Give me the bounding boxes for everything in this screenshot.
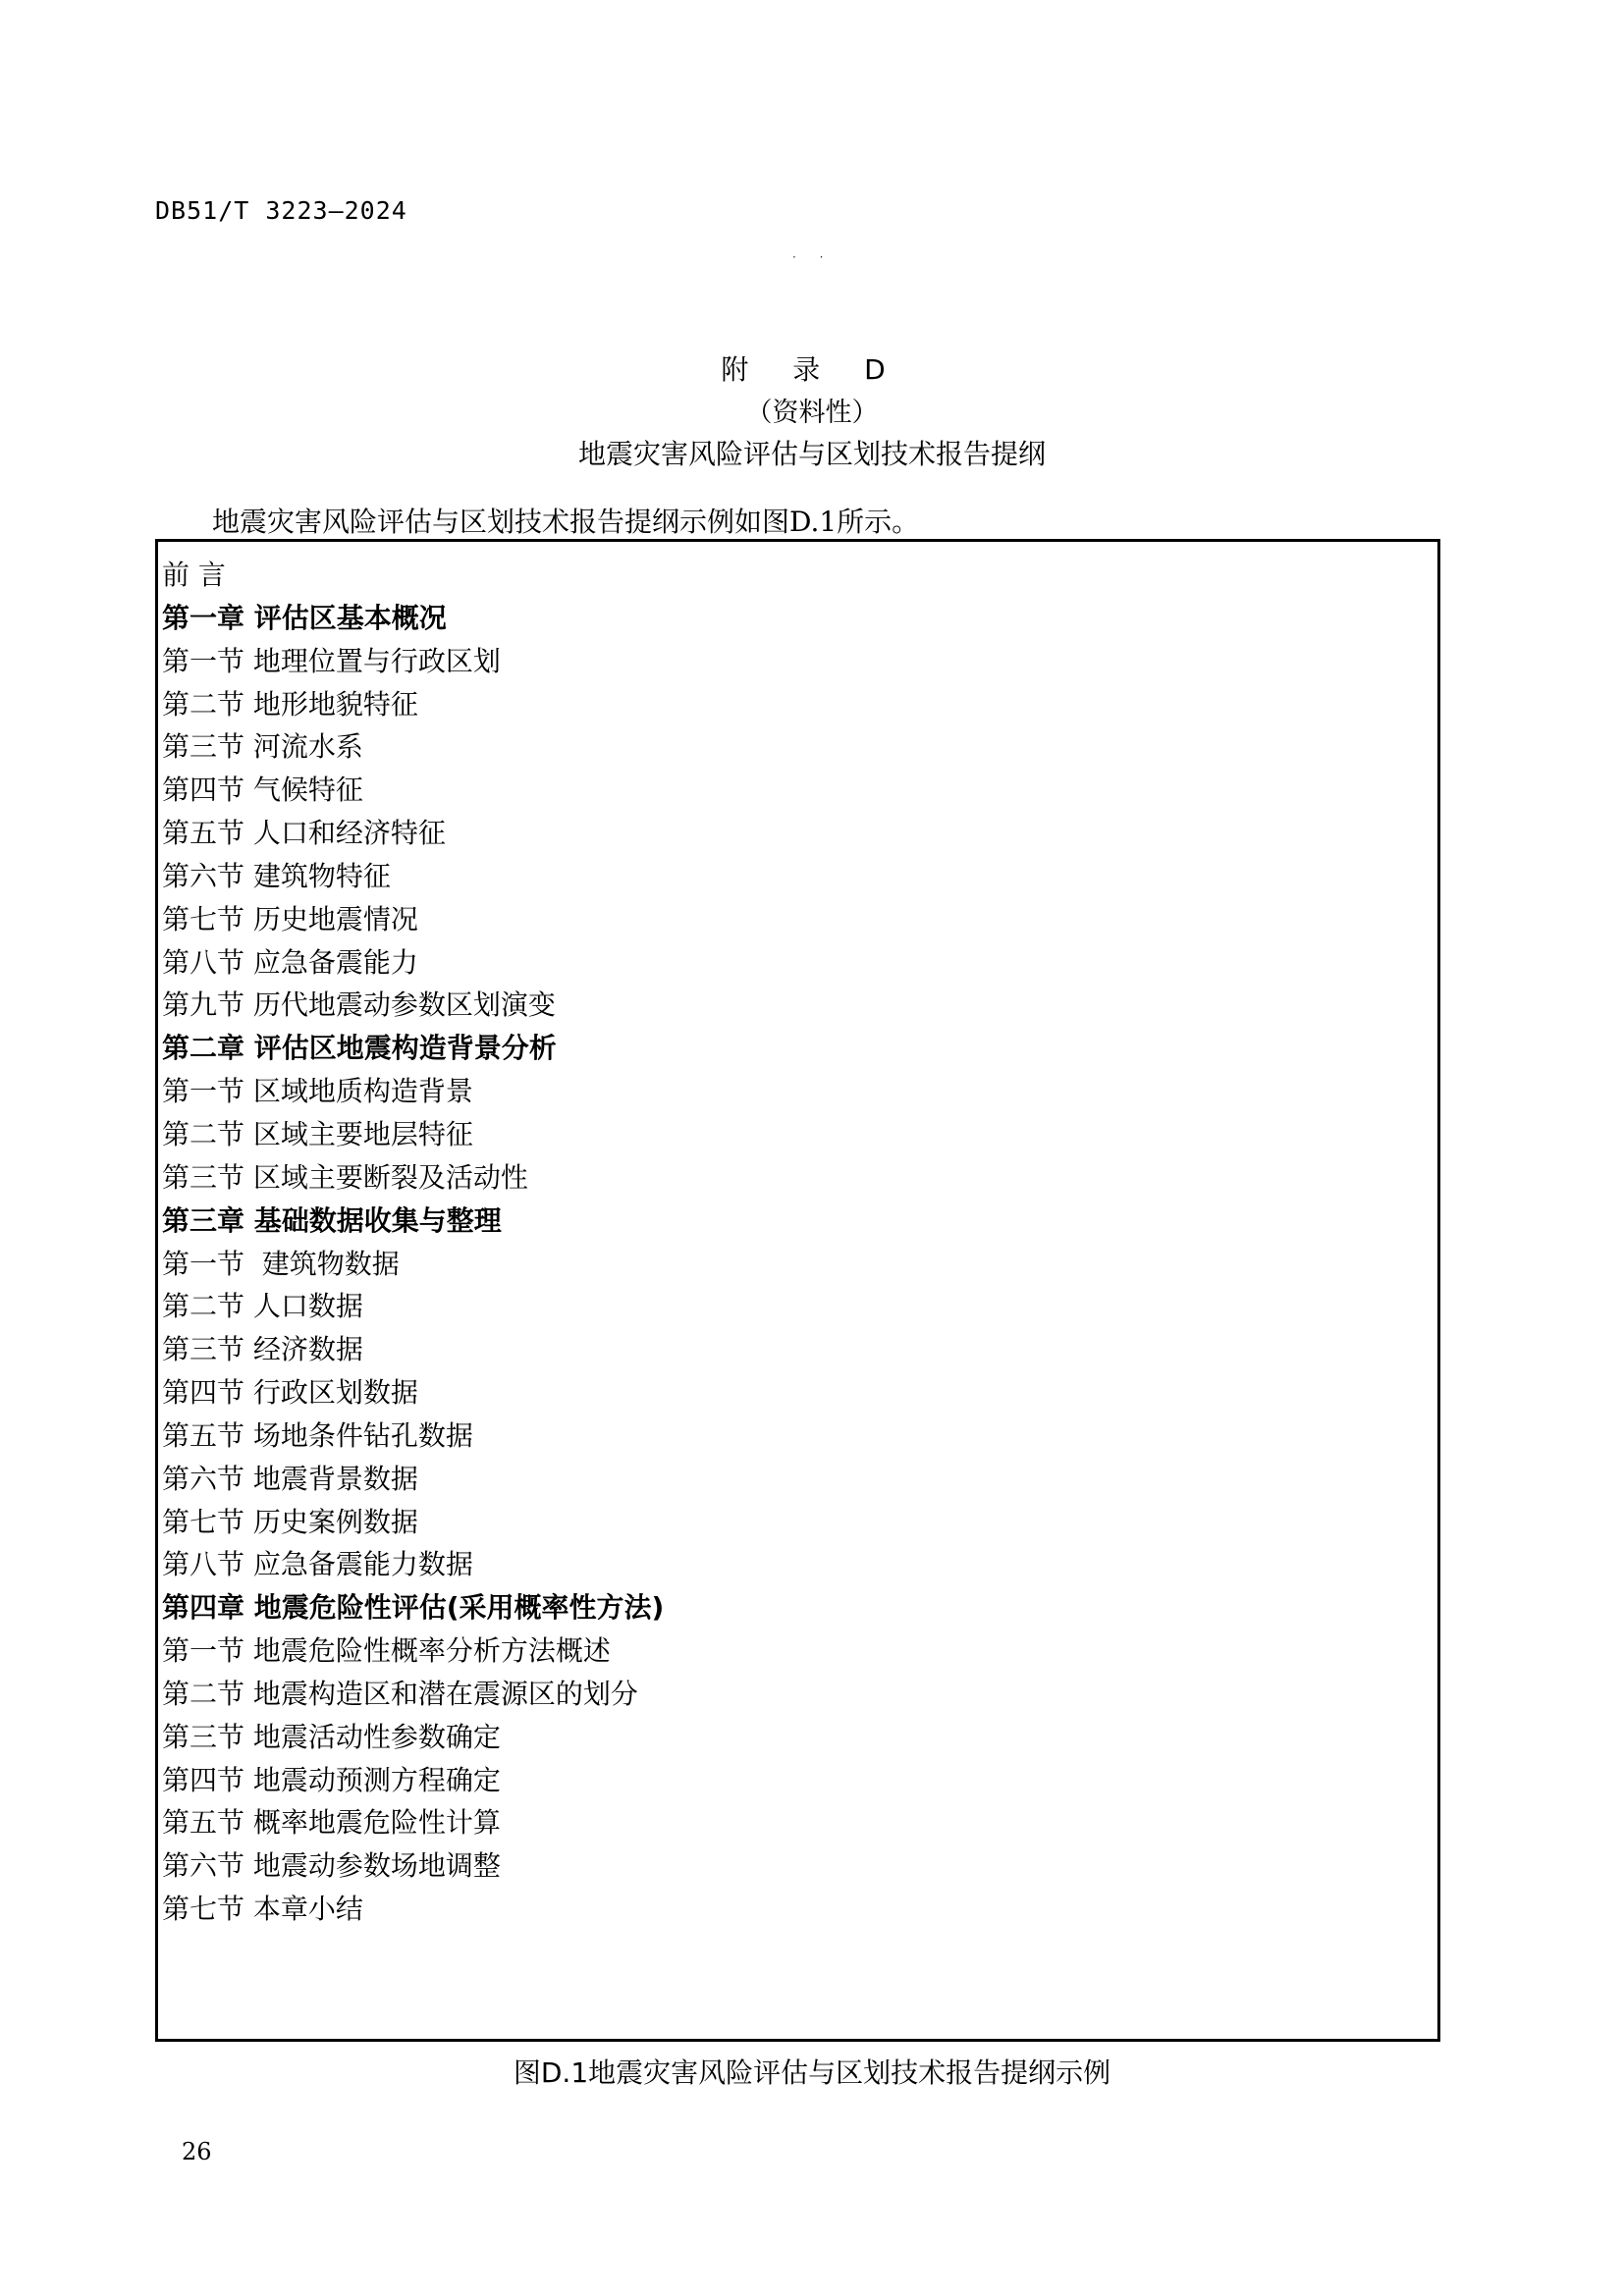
outline-section: 第四节 地震动预测方程确定 bbox=[162, 1763, 501, 1796]
outline-list bbox=[162, 554, 664, 1931]
outline-section: 第二节 地震构造区和潜在震源区的划分 bbox=[162, 1677, 638, 1710]
outline-section: 第五节 人口和经济特征 bbox=[162, 817, 446, 850]
figure-caption: 图D.1地震灾害风险评估与区划技术报告提纲示例 bbox=[513, 2056, 1111, 2089]
outline-section: 第一节 地震危险性概率分析方法概述 bbox=[162, 1634, 611, 1668]
outline-section: 第一节 地理位置与行政区划 bbox=[162, 644, 501, 677]
outline-chapter: 第二章 评估区地震构造背景分析 bbox=[162, 1032, 557, 1065]
outline-section: 第四节 气候特征 bbox=[162, 774, 363, 807]
outline-section: 第一节 区域地质构造背景 bbox=[162, 1075, 473, 1108]
outline-section: 第九节 历代地震动参数区划演变 bbox=[162, 988, 556, 1022]
outline-section: 第一节 建筑物数据 bbox=[162, 1247, 400, 1280]
outline-section: 第七节 本章小结 bbox=[162, 1893, 363, 1926]
intro-paragraph: 地震灾害风险评估与区划技术报告提纲示例如图D.1所示。 bbox=[212, 506, 920, 538]
appendix-name: 地震灾害风险评估与区划技术报告提纲 bbox=[577, 438, 1046, 470]
outline-figure-box bbox=[155, 539, 1440, 2042]
outline-section: 第六节 地震动参数场地调整 bbox=[162, 1849, 501, 1883]
outline-section: 第三节 河流水系 bbox=[162, 730, 363, 764]
outline-section: 第四节 行政区划数据 bbox=[162, 1376, 418, 1410]
outline-section: 第五节 概率地震危险性计算 bbox=[162, 1806, 501, 1840]
outline-section: 第三节 地震活动性参数确定 bbox=[162, 1720, 501, 1753]
document-code: DB51/T 3223—2024 bbox=[155, 196, 407, 225]
outline-chapter: 第四章 地震危险性评估(采用概率性方法) bbox=[162, 1591, 665, 1625]
page-number: 26 bbox=[182, 2138, 212, 2165]
outline-section: 第三节 区域主要断裂及活动性 bbox=[162, 1160, 528, 1194]
appendix-nature: （资料性） bbox=[745, 398, 879, 428]
outline-section: 第七节 历史地震情况 bbox=[162, 902, 418, 935]
header-dots: · · bbox=[792, 250, 834, 264]
outline-section: 第八节 应急备震能力 bbox=[162, 945, 418, 979]
outline-section: 第二节 区域主要地层特征 bbox=[162, 1117, 473, 1150]
outline-section: 第六节 地震背景数据 bbox=[162, 1462, 418, 1495]
outline-section: 第五节 场地条件钻孔数据 bbox=[162, 1418, 473, 1452]
outline-chapter: 第一章 评估区基本概况 bbox=[162, 601, 447, 634]
outline-section: 第八节 应急备震能力数据 bbox=[162, 1548, 473, 1581]
outline-section: 第七节 历史案例数据 bbox=[162, 1505, 418, 1538]
outline-section: 第二节 人口数据 bbox=[162, 1290, 363, 1323]
appendix-title: 附 录 D bbox=[721, 353, 903, 386]
outline-section: 前 言 bbox=[162, 559, 226, 591]
outline-section: 第六节 建筑物特征 bbox=[162, 859, 391, 892]
outline-chapter: 第三章 基础数据收集与整理 bbox=[162, 1203, 502, 1237]
outline-section: 第三节 经济数据 bbox=[162, 1333, 363, 1366]
outline-section: 第二节 地形地貌特征 bbox=[162, 687, 418, 721]
